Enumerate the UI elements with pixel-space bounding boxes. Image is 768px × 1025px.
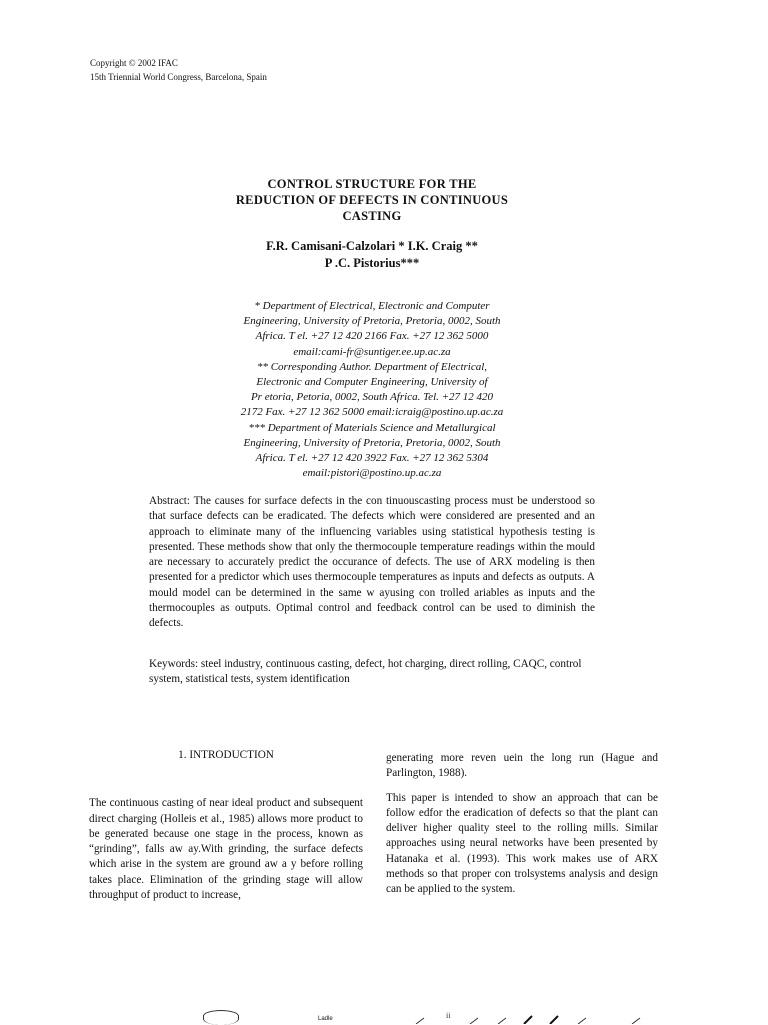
- affiliation-line: Engineering, University of Pretoria, Pretoria, 0002, South: [243, 436, 501, 449]
- left-column: [89, 748, 363, 903]
- congress-line: 15th Triennial World Congress, Barcelona, Spain: [90, 72, 267, 82]
- title-line: CONTROL STRUCTURE FOR THE: [267, 177, 477, 191]
- affiliation-line: *** Department of Materials Science and Metallurgical: [248, 421, 496, 434]
- abstract: Abstract: The causes for surface defects in the con tinuouscasting process must be understood so that surface defects can be eradicated. The defects which were considered are presented and an approach to eliminate many of the influencing variables using statistical hypothesis testing is presented. These methods show that only the thermocouple temperature readings within the mould are necessary to accurately predict the occurance of defects. The use of ARX modeling is then presented for a predictor which uses thermocouple temperatures as inputs and defects as outputs. A mould model can be determined in the same w ayusing con trolled ariables as inputs and the thermocouples as outputs. Optimal control and feedback control can be used to diminish the defects.: [149, 495, 595, 630]
- section-heading: 1. INTRODUCTION: [178, 749, 274, 761]
- flow-stroke: [416, 1018, 424, 1024]
- affiliation-line: 2172 Fax. +27 12 362 5000 email:icraig@postino.up.ac.za: [240, 406, 504, 419]
- affiliations: [200, 299, 544, 481]
- flow-marks: [410, 1010, 650, 1024]
- flow-stroke: [632, 1018, 640, 1024]
- intro-paragraph-left: The continuous casting of near ideal product and subsequent direct charging (Holleis et al., 1985) allows more product to be generated because one stage in the process, known as “grinding”, falls aw ay.With grinding, the surface defects which arise in the system are ground aw a y before rolling takes place. Elimination of the grinding stage will allow throughput of product to increase,: [89, 797, 363, 902]
- title-line: CASTING: [342, 209, 402, 223]
- flow-stroke: [550, 1016, 558, 1024]
- author-line: P .C. Pistorius***: [324, 256, 420, 270]
- affiliation-line: Electronic and Computer Engineering, University of: [256, 376, 488, 389]
- figure-fragment: [0, 1000, 768, 1024]
- flow-stroke: [578, 1018, 586, 1024]
- author-line: F.R. Camisani-Calzolari * I.K. Craig **: [266, 239, 478, 253]
- affiliation-line: * Department of Electrical, Electronic and Computer: [254, 300, 490, 312]
- intro-paragraph-right-1: generating more reven uein the long run (Hague and Parlington, 1988).: [386, 752, 658, 780]
- affiliation-line: email:pistori@postino.up.ac.za: [302, 467, 442, 480]
- copyright-line: Copyright © 2002 IFAC: [90, 58, 178, 68]
- paper-title: [180, 176, 564, 224]
- figure-mark: ii: [446, 1011, 451, 1020]
- ladle-shape: [203, 1010, 239, 1025]
- intro-paragraph-right-2: This paper is intended to show an approach that can be follow edfor the eradication of defects so that the plant can deliver higher quality steel to the rolling mills. Similar approaches using neural networks have been presented by Hatanaka et al. (1993). This work makes use of ARX methods so that proper con trolsystems analysis and design can be applied to the system.: [386, 791, 658, 896]
- affiliation-line: Pr etoria, Petoria, 0002, South Africa. Tel. +27 12 420: [250, 391, 494, 404]
- keywords: Keywords: steel industry, continuous casting, defect, hot charging, direct rolling, CAQC, control system, statistical tests, system identification: [149, 658, 582, 686]
- title-line: REDUCTION OF DEFECTS IN CONTINUOUS: [235, 193, 509, 207]
- flow-stroke: [524, 1016, 532, 1024]
- affiliation-line: email:cami-fr@suntiger.ee.up.ac.za: [293, 345, 451, 358]
- affiliation-line: ** Corresponding Author. Department of Electrical,: [256, 360, 488, 373]
- affiliation-line: Engineering, University of Pretoria, Pretoria, 0002, South: [243, 315, 501, 328]
- copyright-block: [90, 56, 267, 84]
- affiliation-line: Africa. T el. +27 12 420 3922 Fax. +27 12 362 5304: [255, 452, 489, 465]
- right-column: [386, 751, 658, 907]
- affiliation-line: Africa. T el. +27 12 420 2166 Fax. +27 12 362 5000: [255, 330, 489, 343]
- flow-stroke: [498, 1018, 506, 1024]
- ladle-label: Ladle: [318, 1016, 333, 1022]
- flow-stroke: [470, 1018, 478, 1024]
- author-list: [180, 238, 564, 272]
